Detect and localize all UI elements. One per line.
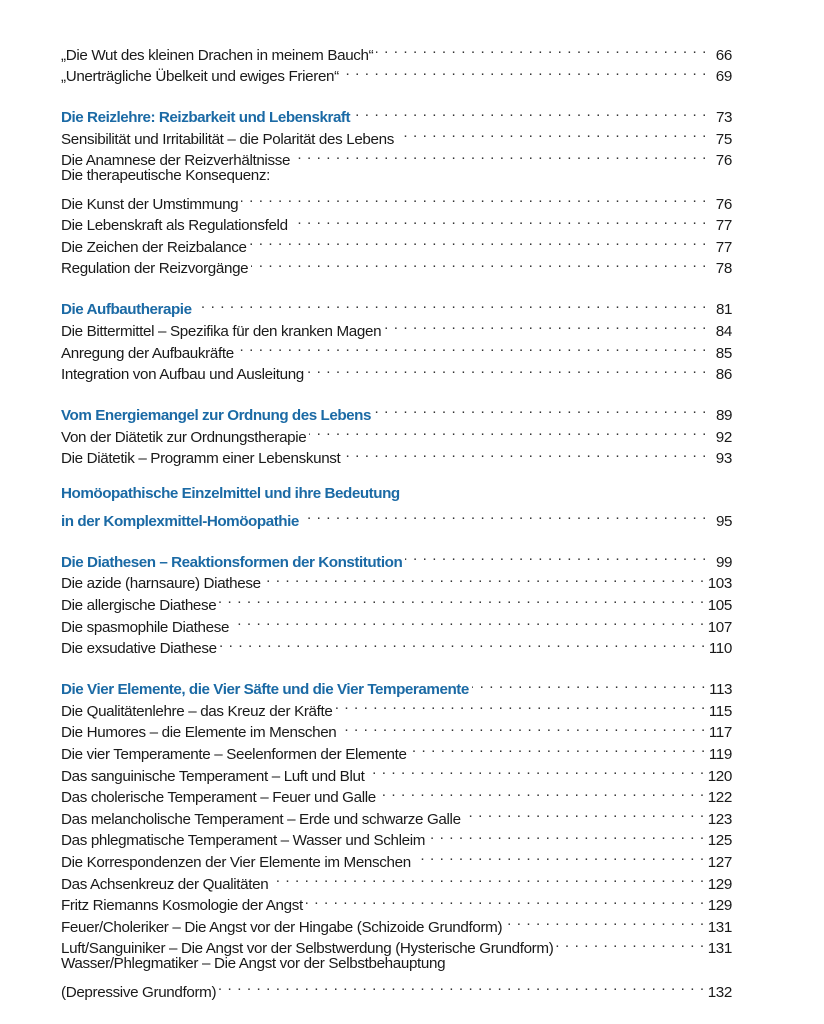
page-number: 119 — [708, 745, 732, 763]
page-number: 120 — [707, 767, 732, 785]
entry-title: in der Komplexmittel-Homöopathie — [61, 512, 299, 530]
toc-section — [61, 101, 732, 278]
page-number: 84 — [715, 322, 732, 340]
page-number: 105 — [707, 597, 732, 615]
dot-leader — [302, 504, 707, 526]
dot-leader — [306, 889, 705, 911]
page-number: 110 — [708, 640, 732, 658]
page-number: 107 — [707, 618, 732, 636]
toc-section — [61, 398, 732, 468]
entry-title: Regulation der Reizvorgänge — [61, 260, 249, 278]
entry-title: Die Diathesen – Reaktionsformen der Konstitution — [61, 553, 403, 571]
dot-leader — [505, 910, 705, 932]
entry-title: Die Lebenskraft als Regulationsfeld — [61, 217, 288, 235]
page-number: 78 — [715, 260, 732, 278]
page-number: 95 — [716, 512, 732, 530]
page-number: 99 — [716, 553, 732, 571]
page-number: 92 — [715, 428, 732, 446]
page-number: 93 — [715, 450, 732, 468]
page-number: 77 — [715, 238, 732, 256]
dot-leader — [342, 60, 707, 82]
entry-title: Das melancholische Temperament – Erde und schwarze Galle — [61, 810, 461, 828]
entry-title: Die Vier Elemente, die Vier Säfte und die Vier Temperamente — [61, 681, 469, 699]
entry-title: Die Diätetik – Programm einer Lebenskunst — [61, 450, 341, 468]
dot-leader — [237, 336, 707, 358]
entry-title: Das sanguinische Temperament – Luft und Blut — [61, 767, 365, 785]
dot-leader — [219, 588, 704, 610]
entry-title: Die Reizlehre: Reizbarkeit und Lebenskraft — [61, 109, 351, 127]
toc-section — [61, 673, 732, 1001]
page-number: 89 — [716, 407, 732, 425]
page-number: 125 — [707, 832, 732, 850]
toc-heading[interactable] — [61, 398, 732, 425]
page-number: 73 — [716, 109, 732, 127]
toc-section — [61, 293, 732, 384]
entry-title: Sensibilität und Irritabilität – die Polarität des Lebens — [61, 130, 394, 148]
entry-title: (Depressive Grundform) — [61, 983, 217, 1001]
page-number: 76 — [715, 152, 732, 170]
dot-leader — [353, 101, 707, 123]
entry-title: Die allergische Diathese — [61, 597, 217, 615]
toc-heading[interactable] — [61, 673, 732, 699]
entry-title: Die Humores – die Elemente im Menschen — [61, 724, 337, 742]
dot-leader — [384, 314, 707, 336]
dot-leader — [241, 187, 707, 209]
toc-section — [61, 38, 732, 86]
toc-entry[interactable] — [61, 165, 732, 187]
dot-leader — [291, 209, 707, 231]
page-number: 85 — [715, 344, 732, 362]
entry-title: Das Achsenkreuz der Qualitäten — [61, 875, 269, 893]
dot-leader — [367, 759, 704, 781]
page-number: 131 — [707, 940, 732, 958]
page-number: 77 — [715, 217, 732, 235]
dot-leader — [556, 932, 704, 954]
page-number: 129 — [707, 875, 732, 893]
entry-title: Die vier Temperamente – Seelenformen der Elemente — [61, 745, 407, 763]
entry-title: Feuer/Choleriker – Die Angst vor der Hingabe (Schizoide Grundform) — [61, 918, 503, 936]
entry-title: Die Anamnese der Reizverhältnisse — [61, 152, 291, 170]
entry-title: Die Qualitätenlehre – das Kreuz der Kräfte — [61, 702, 333, 720]
entry-title: Fritz Riemanns Kosmologie der Angst — [61, 897, 303, 915]
entry-title: Luft/Sanguiniker – Die Angst vor der Selbstwerdung (Hysterische Grundform) — [61, 940, 554, 958]
toc-heading[interactable] — [61, 545, 732, 571]
toc-heading[interactable] — [61, 483, 732, 505]
dot-leader — [307, 358, 707, 380]
dot-leader — [309, 420, 707, 442]
page-number: 131 — [707, 918, 732, 936]
entry-title: „Die Wut des kleinen Drachen in meinem Bauch“ — [61, 46, 374, 64]
dot-leader — [410, 737, 706, 759]
entry-title: Das phlegmatische Temperament – Wasser und Schleim — [61, 832, 426, 850]
dot-leader — [271, 867, 704, 889]
toc-entry[interactable] — [61, 975, 732, 1001]
toc-entry[interactable] — [61, 953, 732, 975]
dot-leader — [251, 252, 707, 274]
page-number: 69 — [715, 68, 732, 86]
toc-section — [61, 483, 732, 530]
page-number: 86 — [715, 366, 732, 384]
entry-title: Von der Diätetik zur Ordnungstherapie — [61, 428, 307, 446]
toc-heading[interactable] — [61, 504, 732, 530]
page-number: 117 — [708, 724, 732, 742]
entry-title: Anregung der Aufbaukräfte — [61, 344, 234, 362]
page-number: 123 — [707, 810, 732, 828]
entry-title: Integration von Aufbau und Ausleitung — [61, 366, 304, 384]
dot-leader — [336, 694, 706, 716]
dot-leader — [397, 122, 707, 144]
page-number: 81 — [716, 301, 732, 319]
entry-title: Die exsudative Diathese — [61, 640, 217, 658]
dot-leader — [339, 716, 705, 738]
entry-title: Die azide (harnsaure) Diathese — [61, 575, 261, 593]
page-number: 127 — [707, 853, 732, 871]
entry-title: Die therapeutische Konsequenz: — [61, 167, 271, 185]
page-number: 132 — [707, 983, 732, 1001]
dot-leader — [376, 38, 707, 60]
toc-entry[interactable] — [61, 187, 732, 213]
dot-leader — [264, 567, 705, 589]
entry-title: Die Bittermittel – Spezifika für den kranken Magen — [61, 322, 382, 340]
dot-leader — [293, 144, 707, 166]
dot-leader — [472, 673, 706, 695]
page-number: 129 — [707, 897, 732, 915]
dot-leader — [343, 442, 707, 464]
entry-title: Die Zeichen der Reizbalance — [61, 238, 247, 256]
toc-entry[interactable] — [61, 38, 732, 64]
dot-leader — [219, 975, 705, 997]
page-number: 115 — [708, 702, 732, 720]
page-number: 103 — [707, 575, 732, 593]
page-number: 76 — [715, 195, 732, 213]
toc-section — [61, 545, 732, 658]
dot-leader — [250, 230, 707, 252]
entry-title: Wasser/Phlegmatiker – Die Angst vor der Selbstbehauptung — [61, 955, 446, 973]
dot-leader — [220, 632, 706, 654]
dot-leader — [464, 802, 705, 824]
entry-title: Die Korrespondenzen der Vier Elemente im Menschen — [61, 853, 411, 871]
entry-title: Vom Energiemangel zur Ordnung des Lebens — [61, 407, 371, 425]
dot-leader — [374, 398, 707, 420]
entry-title: „Unerträgliche Übelkeit und ewiges Frieren“ — [61, 68, 339, 86]
entry-title: Homöopathische Einzelmittel und ihre Bedeutung — [61, 484, 400, 502]
entry-title: Die Aufbautherapie — [61, 301, 192, 319]
page-number: 66 — [715, 46, 732, 64]
toc-heading[interactable] — [61, 101, 732, 127]
dot-leader — [232, 610, 705, 632]
page-number: 75 — [715, 130, 732, 148]
toc-heading[interactable] — [61, 293, 732, 319]
entry-title: Die spasmophile Diathese — [61, 618, 230, 636]
page-number: 113 — [709, 681, 732, 699]
dot-leader — [195, 293, 707, 315]
dot-leader — [414, 845, 705, 867]
entry-title: Die Kunst der Umstimmung — [61, 195, 239, 213]
dot-leader — [379, 781, 705, 803]
dot-leader — [428, 824, 705, 846]
dot-leader — [405, 545, 707, 567]
table-of-contents — [61, 38, 732, 1016]
page-number: 122 — [707, 789, 732, 807]
entry-title: Das cholerische Temperament – Feuer und Galle — [61, 789, 376, 807]
